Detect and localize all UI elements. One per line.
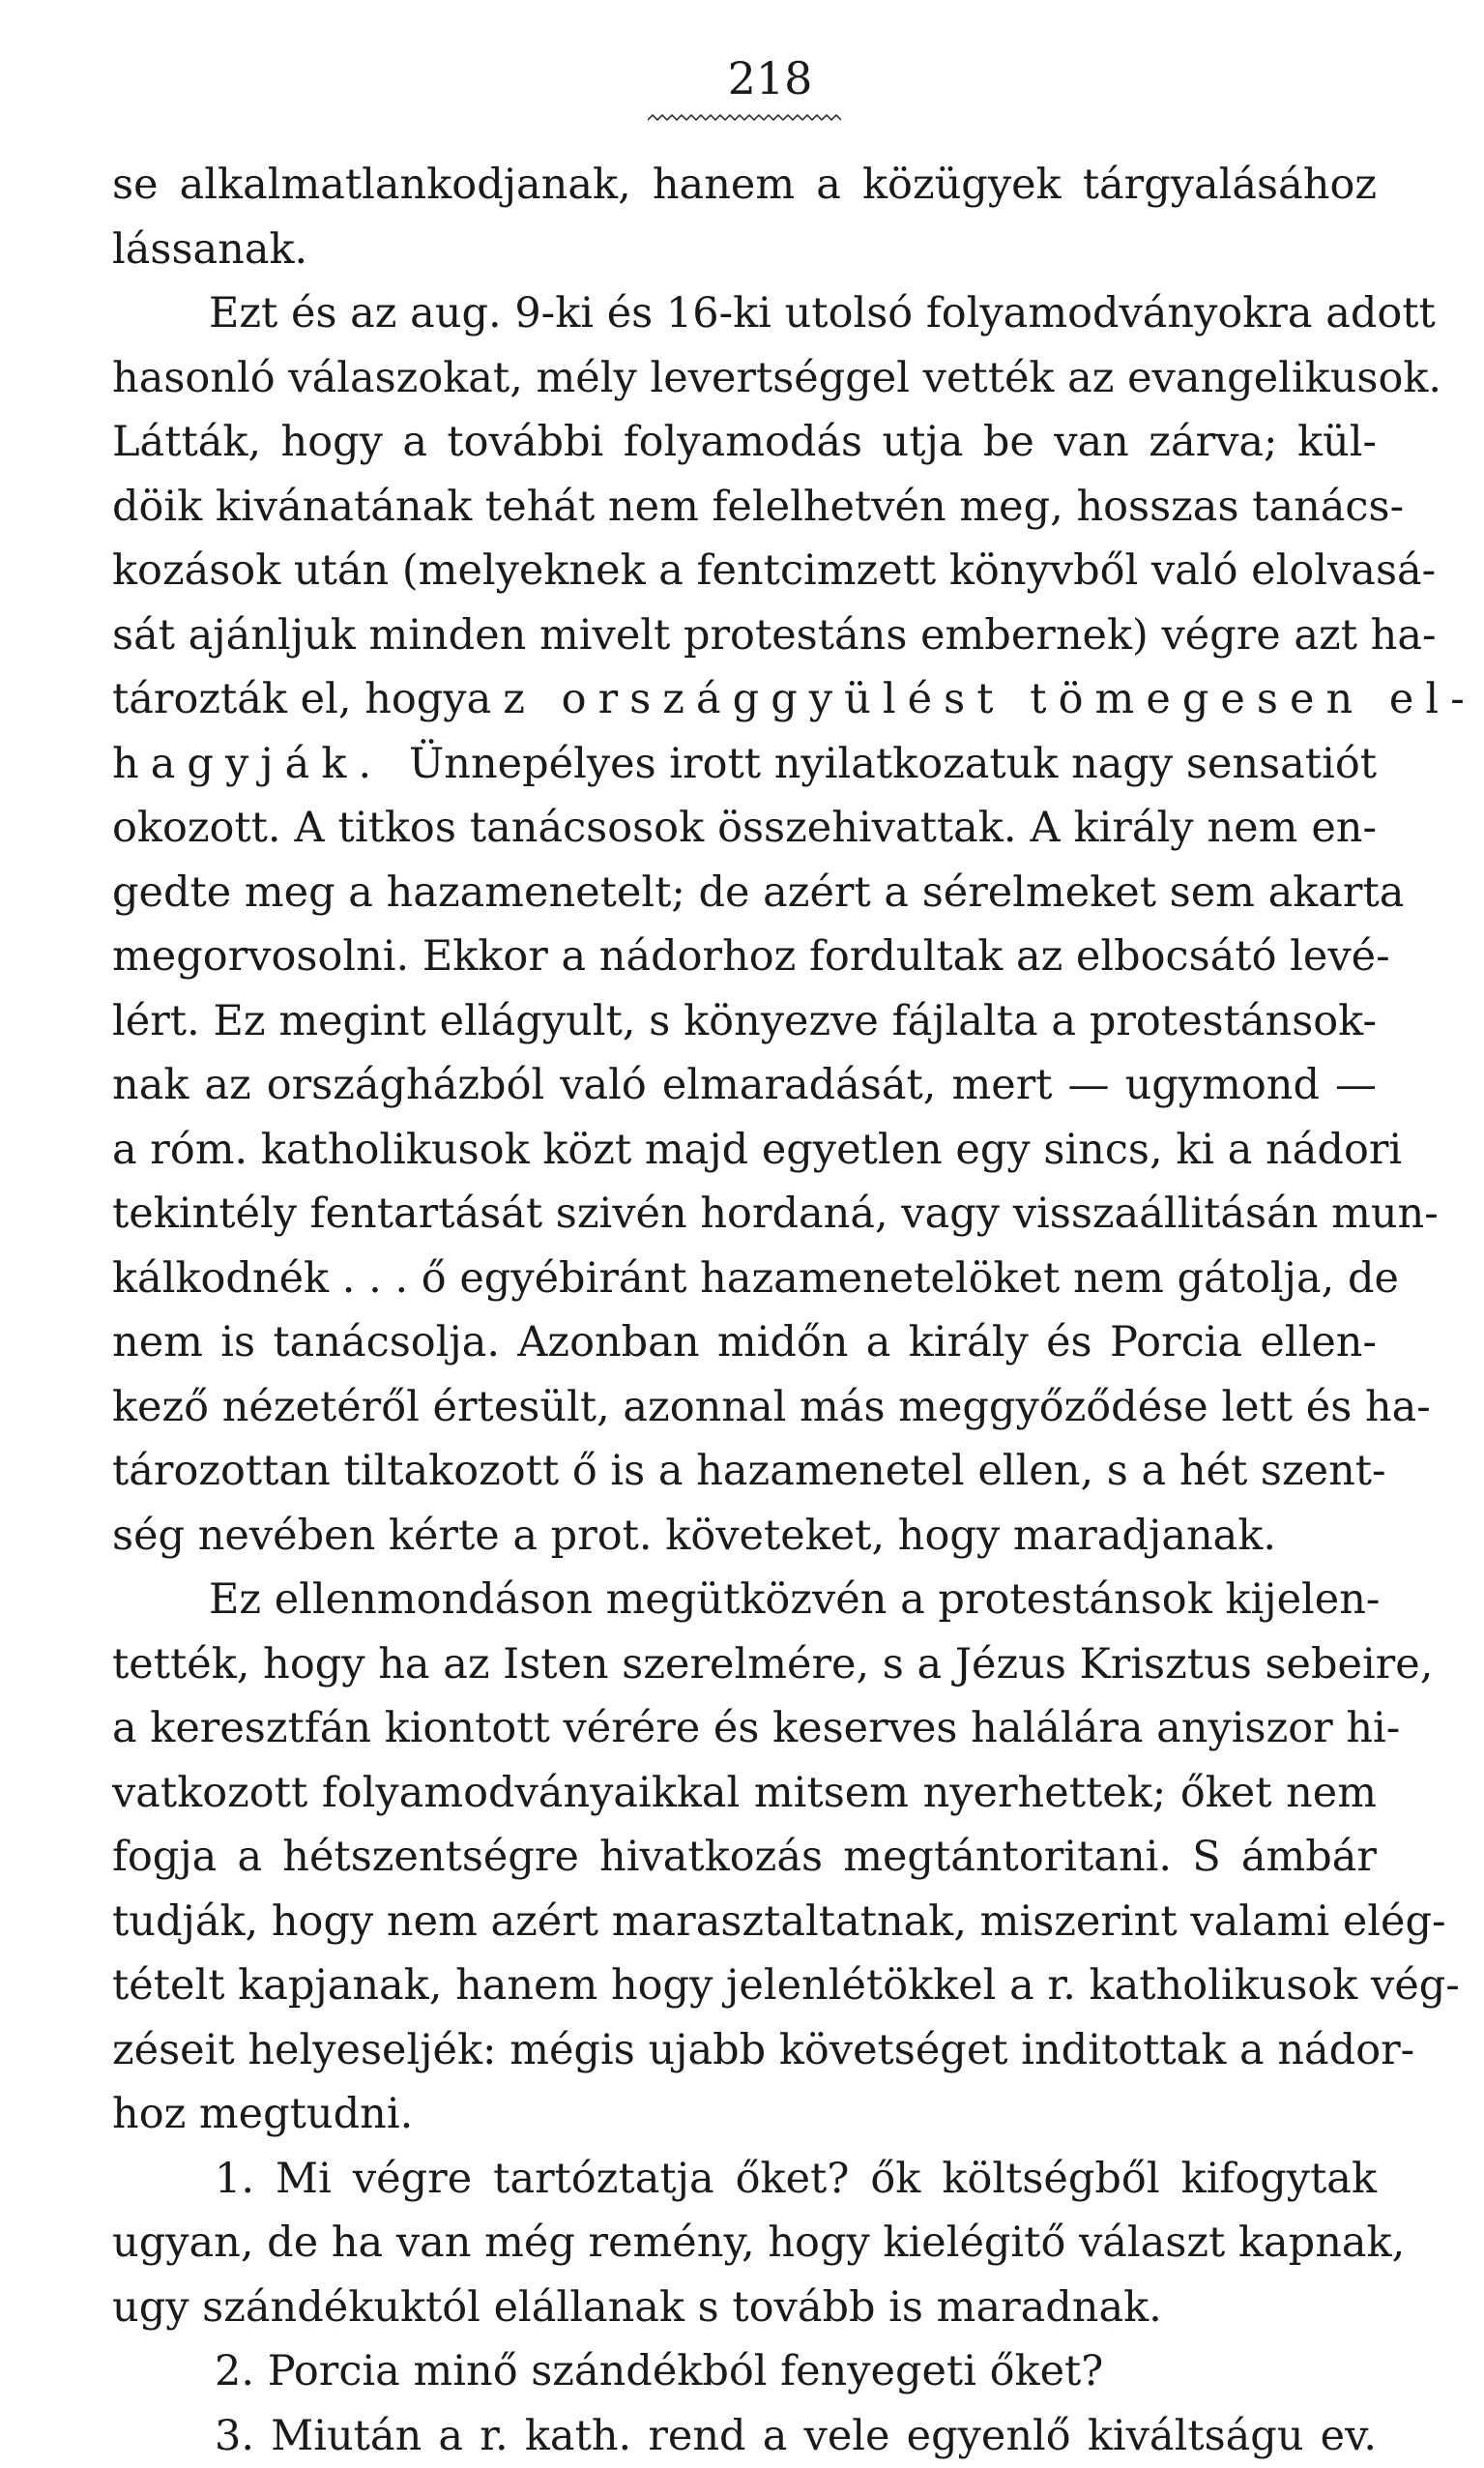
text-line: tették, hogy ha az Isten szerelmére, s a Jézus Krisztus sebeire, (112, 1632, 1377, 1697)
text-line: fogja a hétszentségre hivatkozás megtántoritani. S ámbár (112, 1825, 1377, 1890)
text-line: zéseit helyeseljék: mégis ujabb követséget inditottak a nádor- (112, 2018, 1377, 2083)
text-line (112, 667, 1377, 732)
text-line: tekintély fentartását szivén hordaná, vagy visszaállitásán mun- (112, 1182, 1377, 1247)
text-line: sát ajánljuk minden mivelt protestáns embernek) végre azt ha- (112, 603, 1377, 668)
text-line: megorvosolni. Ekkor a nádorhoz fordultak az elbocsátó levé- (112, 925, 1377, 989)
text-line: tudják, hogy nem azért marasztaltatnak, miszerint valami elég- (112, 1890, 1377, 1954)
text-line: nak az országházból való elmaradását, mert — ugymond — (112, 1053, 1377, 1118)
emphasized-text: az országgyülést tömegesen el- (467, 667, 1476, 732)
text-line: tételt kapjanak, hanem hogy jelenlétökkel a r. katholikusok vég- (112, 1954, 1377, 2018)
text-line: 3. Miután a r. kath. rend a vele egyenlő kiváltságu ev. (112, 2404, 1377, 2468)
text-line: Ezt és az aug. 9-ki és 16-ki utolsó folyamodványokra adott (112, 281, 1377, 346)
text-line: nem is tanácsolja. Azonban midőn a király és Porcia ellen- (112, 1310, 1377, 1375)
text-line: Ez ellenmondáson megütközvén a protestánsok kijelen- (112, 1568, 1377, 1632)
text-line: 2. Porcia minő szándékból fenyegeti őket? (112, 2339, 1377, 2404)
text-line: ugyan, de ha van még remény, hogy kielégitő választ kapnak, (112, 2211, 1377, 2276)
text-line: ség nevében kérte a prot. követeket, hogy maradjanak. (112, 1504, 1377, 1569)
text-line: a róm. katholikusok közt majd egyetlen egy sincs, ki a nádori (112, 1118, 1377, 1183)
body-text (112, 153, 1377, 2468)
text-line: se alkalmatlankodjanak, hanem a közügyek tárgyalásához (112, 153, 1377, 218)
text-segment: tározták el, hogy (112, 667, 467, 732)
text-line: kozások után (melyeknek a fentcimzett könyvből való elolvasá- (112, 539, 1377, 603)
text-line: hasonló válaszokat, mély levertséggel vették az evangelikusok. (112, 346, 1377, 411)
text-line: 1. Mi végre tartóztatja őket? ők költségből kifogytak (112, 2147, 1377, 2212)
text-line: kálkodnék . . . ő egyébiránt hazamenetelöket nem gátolja, de (112, 1247, 1377, 1311)
text-line: tározottan tiltakozott ő is a hazamenetel ellen, s a hét szent- (112, 1439, 1377, 1504)
text-line: lássanak. (112, 218, 1377, 282)
text-line: kező nézetéről értesült, azonnal más meggyőződése lett és ha- (112, 1375, 1377, 1440)
text-line: a keresztfán kiontott vérére és keserves halálára anyiszor hi- (112, 1696, 1377, 1761)
text-line (112, 732, 1377, 797)
text-line: lért. Ez megint ellágyult, s könyezve fájlalta a protestánsok- (112, 989, 1377, 1054)
page-number-text: 218 (728, 56, 813, 101)
text-line: gedte meg a hazamenetelt; de azért a sérelmeket sem akarta (112, 861, 1377, 926)
page-number (0, 56, 1484, 101)
emphasized-text: hagyják. (112, 732, 383, 797)
text-line: Látták, hogy a további folyamodás utja be van zárva; kül- (112, 410, 1377, 475)
page-number-ornament (648, 113, 841, 127)
text-line: vatkozott folyamodványaikkal mitsem nyerhettek; őket nem (112, 1761, 1377, 1826)
text-line: okozott. A titkos tanácsosok összehivattak. A király nem en- (112, 796, 1377, 861)
text-line: döik kivánatának tehát nem felelhetvén meg, hosszas tanács- (112, 475, 1377, 540)
text-line: hoz megtudni. (112, 2082, 1377, 2147)
text-segment: Ünnepélyes irott nyilatkozatuk nagy sensatiót (409, 732, 1377, 797)
text-line: ugy szándékuktól elállanak s tovább is maradnak. (112, 2276, 1377, 2340)
